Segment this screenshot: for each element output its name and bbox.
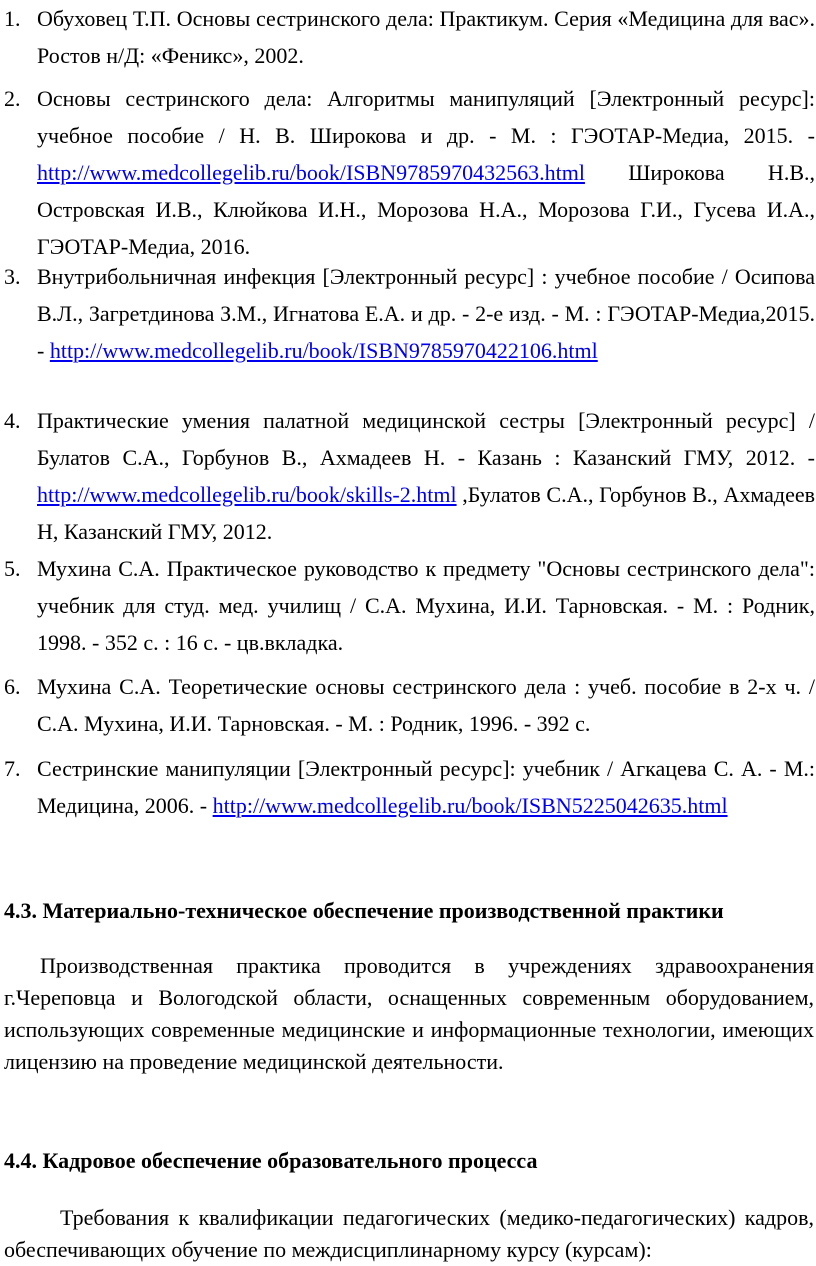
reference-number: 3. [4, 264, 21, 289]
reference-text-before: Основы сестринского дела: Алгоритмы манипуляций [Электронный ресурс]: учебное пособие / Н. В. Широкова и др. - М. : ГЭОТАР-Медиа, 2015. - [37, 86, 815, 148]
reference-text-before: Внутрибольничная инфекция [Электронный ресурс] : учебное пособие / Осипова В.Л., Загретдинова З.М., Игнатова Е.А. и др. - 2-е изд. - М. : ГЭОТАР-Медиа,2015. - [37, 264, 815, 363]
reference-item-3 [0, 258, 816, 369]
reference-text: Мухина С.А. Теоретические основы сестринского дела : учеб. пособие в 2-х ч. / С.А. Мухина, И.И. Тарновская. - М. : Родник, 1996. - 392 с. [37, 674, 815, 736]
reference-number: 4. [4, 408, 21, 433]
reference-number: 1. [4, 6, 21, 31]
reference-text [37, 402, 815, 550]
reference-link[interactable]: http://www.medcollegelib.ru/book/ISBN5225042635.html [212, 793, 728, 818]
reference-text [37, 750, 815, 824]
reference-text-before: Практические умения палатной медицинской сестры [Электронный ресурс] / Булатов С.А., Горбунов В., Ахмадеев Н. - Казань : Казанский ГМУ, 2012. - [37, 408, 815, 470]
reference-item-7 [0, 750, 816, 824]
reference-number: 6. [4, 674, 21, 699]
reference-number: 7. [4, 756, 21, 781]
section-heading-4-3: 4.3. Материально-техническое обеспечение производственной практики [4, 898, 724, 923]
reference-item-6 [0, 668, 816, 742]
section-paragraph-4-3 [4, 950, 814, 1078]
reference-number: 5. [4, 556, 21, 581]
reference-item-5 [0, 550, 816, 661]
reference-text [37, 80, 815, 265]
paragraph-text: Требования к квалификации педагогических (медико-педагогических) кадров, обеспечивающих обучение по междисциплинарному курсу (курсам): [4, 1205, 814, 1262]
reference-text [37, 258, 815, 369]
reference-text-after: Широкова Н.В., Островская И.В., Клюйкова И.Н., Морозова Н.А., Морозова Г.И., Гусева И.А., ГЭОТАР-Медиа, 2016. [37, 160, 815, 259]
reference-text-before: Сестринские манипуляции [Электронный ресурс]: учебник / Агкацева С. А. - М.: Медицина, 2006. - [37, 756, 815, 818]
reference-link[interactable]: http://www.medcollegelib.ru/book/ISBN9785970422106.html [49, 338, 598, 363]
section-paragraph-4-4 [4, 1202, 814, 1266]
reference-link[interactable]: http://www.medcollegelib.ru/book/ISBN9785970432563.html [37, 160, 585, 185]
reference-item-1 [0, 0, 816, 74]
reference-text: Мухина С.А. Практическое руководство к предмету "Основы сестринского дела": учебник для студ. мед. училищ / С.А. Мухина, И.И. Тарновская. - М. : Родник, 1998. - 352 с. : 16 с. - цв.вкладка. [37, 556, 815, 655]
reference-number: 2. [4, 86, 21, 111]
reference-text-after: ,Булатов С.А., Горбунов В., Ахмадеев Н, Казанский ГМУ, 2012. [37, 482, 815, 544]
reference-item-2 [0, 80, 816, 265]
reference-link[interactable]: http://www.medcollegelib.ru/book/skills-2.html [37, 482, 457, 507]
section-heading-4-4: 4.4. Кадровое обеспечение образовательного процесса [4, 1148, 538, 1173]
reference-item-4 [0, 402, 816, 550]
reference-text: Обуховец Т.П. Основы сестринского дела: Практикум. Серия «Медицина для вас». Ростов н/Д: «Феникс», 2002. [37, 6, 815, 68]
paragraph-text: Производственная практика проводится в учреждениях здравоохранения г.Череповца и Вологодской области, оснащенных современным оборудованием, использующих современные медицинские и информационные технологии, имеющих лицензию на проведение медицинской деятельности. [4, 953, 814, 1074]
